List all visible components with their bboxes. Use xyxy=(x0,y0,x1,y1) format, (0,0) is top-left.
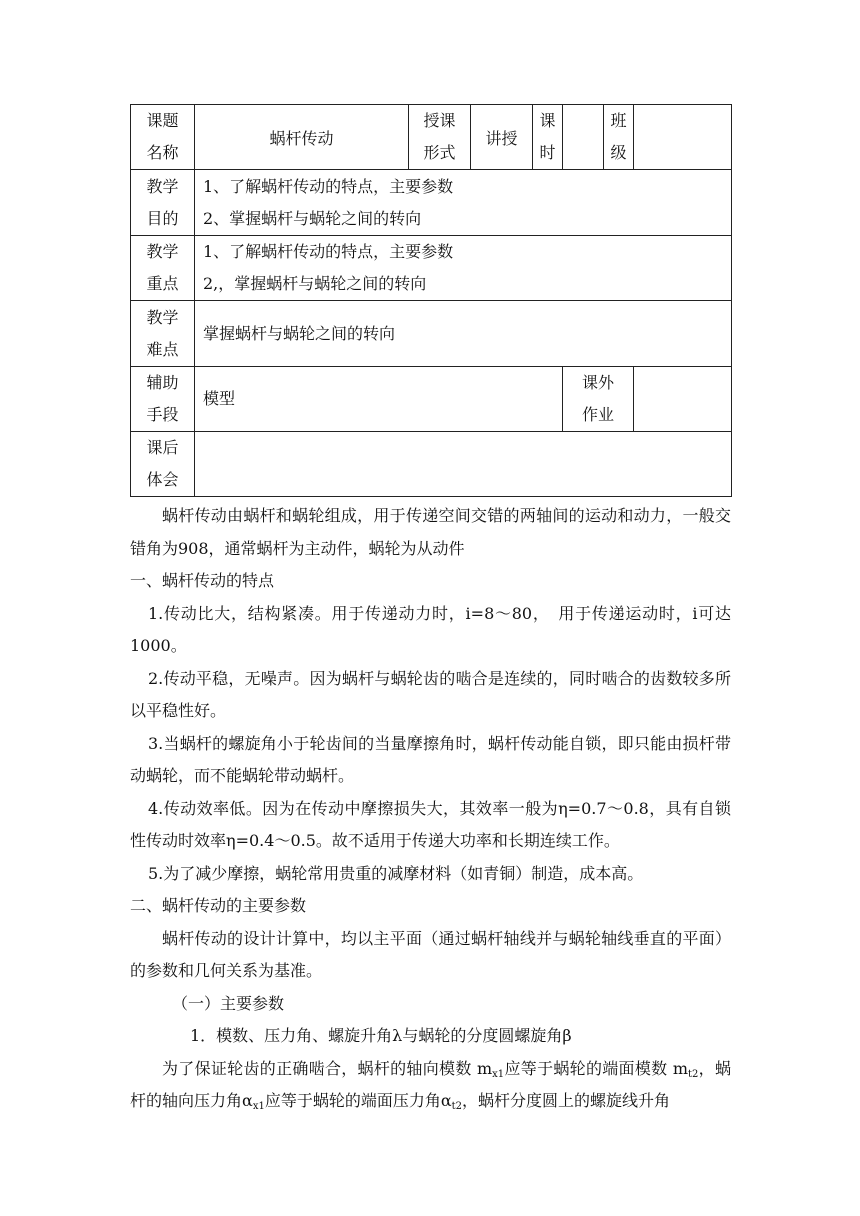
aids-label: 辅助 手段 xyxy=(131,367,195,432)
table-row xyxy=(131,367,732,432)
table-row xyxy=(131,432,732,497)
subsection-heading: （一）主要参数 xyxy=(172,993,285,1013)
table-row xyxy=(131,236,732,301)
difficulty-content: 掌握蜗杆与蜗轮之间的转向 xyxy=(195,301,732,367)
hours-value xyxy=(563,105,604,170)
class-value xyxy=(634,105,732,170)
reflection-content xyxy=(195,432,732,497)
lesson-info-table xyxy=(130,104,732,497)
class-label: 班 级 xyxy=(604,105,634,170)
goal-label: 教学 目的 xyxy=(131,170,195,236)
feature-3: 3.当蜗杆的螺旋角小于轮齿间的当量摩擦角时，蜗杆传动能自锁，即只能由损杆带动蜗轮，而不能蜗轮带动蜗杆。 xyxy=(130,733,731,785)
feature-4: 4.传动效率低。因为在传动中摩擦损失大，其效率一般为η=0.7～0.8，具有自锁性传动时效率η=0.4～0.5。故不适用于传递大功率和长期连续工作。 xyxy=(130,798,731,850)
lesson-body xyxy=(130,500,731,1118)
topic-label: 课题 名称 xyxy=(131,105,195,170)
table-row xyxy=(131,170,732,236)
form-label: 授课 形式 xyxy=(409,105,471,170)
item-heading: 1．模数、压力角、螺旋升角λ与蜗轮的分度圆螺旋角β xyxy=(190,1026,572,1045)
difficulty-label: 教学 难点 xyxy=(131,301,195,367)
feature-5: 5.为了减少摩擦，蜗轮常用贵重的减摩材料（如青铜）制造，成本高。 xyxy=(148,863,644,883)
intro-paragraph: 蜗杆传动由蜗杆和蜗轮组成，用于传递空间交错的两轴间的运动和动力，一般交错角为908，通常蜗杆为主动件，蜗轮为从动件 xyxy=(130,506,731,558)
hours-label: 课 时 xyxy=(533,105,563,170)
reflection-label: 课后 体会 xyxy=(131,432,195,497)
goal-content: 1、了解蜗杆传动的特点，主要参数 2、掌握蜗杆与蜗轮之间的转向 xyxy=(195,170,732,236)
section-heading-parameters: 二、蜗杆传动的主要参数 xyxy=(130,896,307,915)
feature-2: 2.传动平稳，无噪声。因为蜗杆与蜗轮齿的啮合是连续的，同时啮合的齿数较多所以平稳性好。 xyxy=(130,668,731,720)
homework-label: 课外 作业 xyxy=(563,367,634,432)
table-row xyxy=(131,301,732,367)
section-heading-features: 一、蜗杆传动的特点 xyxy=(130,571,275,590)
feature-1: 1.传动比大，结构紧凑。用于传递动力时，i=8～80， 用于传递运动时，i可达 1000。 xyxy=(130,603,731,655)
aids-content: 模型 xyxy=(195,367,563,432)
key-point-label: 教学 重点 xyxy=(131,236,195,301)
meshing-paragraph: 为了保证轮齿的正确啮合，蜗杆的轴向模数 $m_{x1}$应等于蜗轮的端面模数 $m_{t2}$，蜗杆的轴向压力角$\alpha_{x1}$应等于蜗轮的端面压力角$\alpha_{t2}$，蜗杆分度圆上的螺旋线升角 xyxy=(130,1058,731,1112)
table-row xyxy=(131,105,732,170)
key-point-content: 1、了解蜗杆传动的特点，主要参数 2,，掌握蜗杆与蜗轮之间的转向 xyxy=(195,236,732,301)
topic-value: 蜗杆传动 xyxy=(195,105,409,170)
parameters-intro: 蜗杆传动的设计计算中，均以主平面（通过蜗杆轴线并与蜗轮轴线垂直的平面）的参数和几何关系为基准。 xyxy=(130,928,731,980)
homework-content xyxy=(634,367,732,432)
form-value: 讲授 xyxy=(471,105,533,170)
